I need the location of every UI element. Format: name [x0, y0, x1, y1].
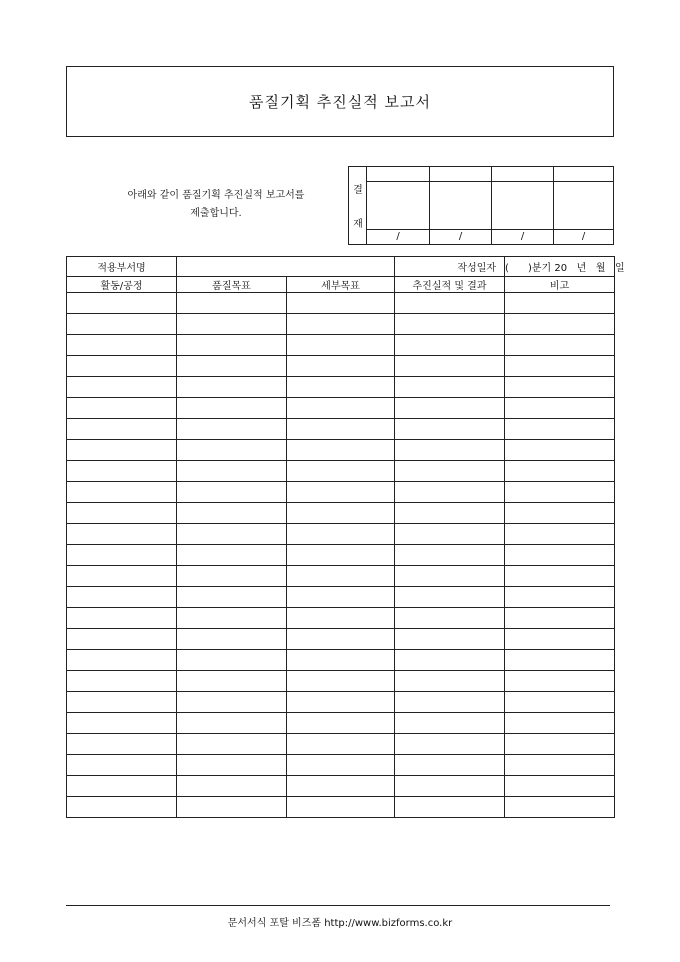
cell-result[interactable] [395, 629, 505, 650]
cell-quality-goal[interactable] [177, 608, 287, 629]
cell-quality-goal[interactable] [177, 734, 287, 755]
cell-result[interactable] [395, 797, 505, 818]
cell-detail-goal[interactable] [287, 398, 395, 419]
table-row [67, 797, 615, 818]
cell-activity[interactable] [67, 482, 177, 503]
cell-remarks[interactable] [505, 650, 615, 671]
cell-detail-goal[interactable] [287, 335, 395, 356]
cell-result[interactable] [395, 524, 505, 545]
header-row [67, 277, 615, 293]
cell-activity[interactable] [67, 692, 177, 713]
cell-remarks[interactable] [505, 692, 615, 713]
table-row [67, 734, 615, 755]
table-row [67, 335, 615, 356]
cell-quality-goal[interactable] [177, 461, 287, 482]
cell-activity[interactable] [67, 545, 177, 566]
approval-slot-date: / [367, 229, 429, 244]
cell-remarks[interactable] [505, 482, 615, 503]
dept-label: 적용부서명 [67, 257, 177, 277]
cell-remarks[interactable] [505, 335, 615, 356]
cell-remarks[interactable] [505, 608, 615, 629]
cell-detail-goal[interactable] [287, 713, 395, 734]
cell-activity[interactable] [67, 503, 177, 524]
table-row [67, 524, 615, 545]
cell-quality-goal[interactable] [177, 419, 287, 440]
cell-result[interactable] [395, 608, 505, 629]
cell-result[interactable] [395, 377, 505, 398]
cell-remarks[interactable] [505, 713, 615, 734]
header-detail-goal: 세부목표 [287, 277, 395, 293]
cell-result[interactable] [395, 671, 505, 692]
cell-remarks[interactable] [505, 545, 615, 566]
table-row [67, 482, 615, 503]
cell-detail-goal[interactable] [287, 629, 395, 650]
cell-quality-goal[interactable] [177, 440, 287, 461]
info-row [67, 257, 615, 277]
table-row [67, 398, 615, 419]
cell-result[interactable] [395, 440, 505, 461]
cell-remarks[interactable] [505, 566, 615, 587]
table-row [67, 692, 615, 713]
approval-slot-3[interactable] [491, 167, 553, 244]
approval-slot-2[interactable] [429, 167, 491, 244]
cell-result[interactable] [395, 356, 505, 377]
approval-slot-1[interactable] [367, 167, 429, 244]
cell-quality-goal[interactable] [177, 566, 287, 587]
table-row [67, 356, 615, 377]
cell-quality-goal[interactable] [177, 692, 287, 713]
cell-remarks[interactable] [505, 440, 615, 461]
cell-result[interactable] [395, 650, 505, 671]
cell-activity[interactable] [67, 566, 177, 587]
cell-result[interactable] [395, 587, 505, 608]
table-row [67, 713, 615, 734]
cell-remarks[interactable] [505, 503, 615, 524]
table-row [67, 776, 615, 797]
cell-remarks[interactable] [505, 419, 615, 440]
cell-result[interactable] [395, 293, 505, 314]
cell-quality-goal[interactable] [177, 524, 287, 545]
cell-remarks[interactable] [505, 629, 615, 650]
cell-quality-goal[interactable] [177, 482, 287, 503]
cell-remarks[interactable] [505, 461, 615, 482]
header-quality-goal: 품질목표 [177, 277, 287, 293]
cell-quality-goal[interactable] [177, 713, 287, 734]
cell-detail-goal[interactable] [287, 608, 395, 629]
table-row [67, 566, 615, 587]
cell-activity[interactable] [67, 398, 177, 419]
cell-activity[interactable] [67, 713, 177, 734]
cell-quality-goal[interactable] [177, 293, 287, 314]
cell-detail-goal[interactable] [287, 734, 395, 755]
table-row [67, 440, 615, 461]
cell-result[interactable] [395, 314, 505, 335]
cell-quality-goal[interactable] [177, 377, 287, 398]
date-field[interactable]: ( )분기 20 년 월 일 [505, 257, 615, 277]
table-row [67, 545, 615, 566]
cell-remarks[interactable] [505, 776, 615, 797]
intro-line-2: 제출합니다. [190, 208, 242, 219]
intro-line-1: 아래와 같이 품질기획 추진실적 보고서를 [127, 190, 305, 201]
cell-remarks[interactable] [505, 797, 615, 818]
cell-result[interactable] [395, 734, 505, 755]
cell-detail-goal[interactable] [287, 776, 395, 797]
cell-detail-goal[interactable] [287, 755, 395, 776]
cell-detail-goal[interactable] [287, 671, 395, 692]
cell-quality-goal[interactable] [177, 335, 287, 356]
intro-text [66, 187, 366, 223]
header-result: 추진실적 및 결과 [395, 277, 505, 293]
cell-result[interactable] [395, 776, 505, 797]
header-activity: 활동/공정 [67, 277, 177, 293]
cell-activity[interactable] [67, 629, 177, 650]
cell-result[interactable] [395, 461, 505, 482]
header-remarks: 비고 [505, 277, 615, 293]
cell-quality-goal[interactable] [177, 503, 287, 524]
cell-detail-goal[interactable] [287, 503, 395, 524]
cell-detail-goal[interactable] [287, 524, 395, 545]
cell-activity[interactable] [67, 734, 177, 755]
approval-label-top: 결 [353, 185, 363, 196]
table-row [67, 587, 615, 608]
approval-slot-date: / [430, 229, 491, 244]
approval-slot-header [430, 167, 491, 182]
cell-detail-goal[interactable] [287, 419, 395, 440]
cell-activity[interactable] [67, 335, 177, 356]
cell-quality-goal[interactable] [177, 671, 287, 692]
cell-quality-goal[interactable] [177, 545, 287, 566]
cell-remarks[interactable] [505, 671, 615, 692]
table-row [67, 629, 615, 650]
cell-quality-goal[interactable] [177, 776, 287, 797]
cell-activity[interactable] [67, 587, 177, 608]
cell-result[interactable] [395, 566, 505, 587]
table-row [67, 650, 615, 671]
table-row [67, 461, 615, 482]
cell-detail-goal[interactable] [287, 482, 395, 503]
cell-remarks[interactable] [505, 587, 615, 608]
approval-box [348, 166, 614, 245]
cell-activity[interactable] [67, 419, 177, 440]
report-table [66, 256, 625, 818]
cell-activity[interactable] [67, 797, 177, 818]
cell-result[interactable] [395, 419, 505, 440]
cell-detail-goal[interactable] [287, 650, 395, 671]
cell-result[interactable] [395, 713, 505, 734]
cell-activity[interactable] [67, 461, 177, 482]
cell-remarks[interactable] [505, 293, 615, 314]
approval-slot-header [554, 167, 613, 182]
cell-remarks[interactable] [505, 377, 615, 398]
cell-detail-goal[interactable] [287, 314, 395, 335]
cell-detail-goal[interactable] [287, 545, 395, 566]
cell-result[interactable] [395, 482, 505, 503]
cell-result[interactable] [395, 398, 505, 419]
cell-detail-goal[interactable] [287, 692, 395, 713]
approval-slot-date: / [554, 229, 613, 244]
cell-detail-goal[interactable] [287, 377, 395, 398]
footer-text: 문서서식 포탈 비즈폼 http://www.bizforms.co.kr [227, 918, 453, 929]
cell-quality-goal[interactable] [177, 314, 287, 335]
cell-activity[interactable] [67, 524, 177, 545]
cell-detail-goal[interactable] [287, 566, 395, 587]
table-row [67, 419, 615, 440]
table-row [67, 293, 615, 314]
table-row [67, 608, 615, 629]
cell-quality-goal[interactable] [177, 650, 287, 671]
cell-activity[interactable] [67, 776, 177, 797]
cell-activity[interactable] [67, 650, 177, 671]
cell-quality-goal[interactable] [177, 629, 287, 650]
cell-result[interactable] [395, 692, 505, 713]
title-box [66, 66, 614, 137]
cell-activity[interactable] [67, 377, 177, 398]
cell-detail-goal[interactable] [287, 356, 395, 377]
cell-result[interactable] [395, 755, 505, 776]
cell-detail-goal[interactable] [287, 293, 395, 314]
cell-activity[interactable] [67, 440, 177, 461]
cell-activity[interactable] [67, 608, 177, 629]
cell-quality-goal[interactable] [177, 398, 287, 419]
approval-slot-header [492, 167, 553, 182]
table-row [67, 503, 615, 524]
cell-remarks[interactable] [505, 524, 615, 545]
cell-detail-goal[interactable] [287, 587, 395, 608]
table-row [67, 755, 615, 776]
document-title: 품질기획 추진실적 보고서 [249, 93, 431, 111]
cell-result[interactable] [395, 545, 505, 566]
cell-remarks[interactable] [505, 356, 615, 377]
cell-detail-goal[interactable] [287, 797, 395, 818]
cell-remarks[interactable] [505, 734, 615, 755]
cell-quality-goal[interactable] [177, 797, 287, 818]
cell-quality-goal[interactable] [177, 356, 287, 377]
table-row [67, 671, 615, 692]
cell-quality-goal[interactable] [177, 755, 287, 776]
approval-slot-4[interactable] [553, 167, 613, 244]
approval-label-bottom: 재 [353, 219, 363, 230]
approval-slot-header [367, 167, 429, 182]
cell-activity[interactable] [67, 314, 177, 335]
cell-activity[interactable] [67, 671, 177, 692]
cell-remarks[interactable] [505, 755, 615, 776]
cell-result[interactable] [395, 335, 505, 356]
cell-activity[interactable] [67, 356, 177, 377]
cell-quality-goal[interactable] [177, 587, 287, 608]
footer-divider [66, 905, 610, 906]
cell-detail-goal[interactable] [287, 440, 395, 461]
cell-result[interactable] [395, 503, 505, 524]
approval-slot-date: / [492, 229, 553, 244]
cell-activity[interactable] [67, 755, 177, 776]
table-row [67, 377, 615, 398]
dept-field[interactable] [177, 257, 395, 277]
cell-detail-goal[interactable] [287, 461, 395, 482]
approval-label [349, 167, 367, 244]
cell-remarks[interactable] [505, 314, 615, 335]
date-label: 작성일자 [395, 257, 505, 277]
table-row [67, 314, 615, 335]
cell-remarks[interactable] [505, 398, 615, 419]
cell-activity[interactable] [67, 293, 177, 314]
